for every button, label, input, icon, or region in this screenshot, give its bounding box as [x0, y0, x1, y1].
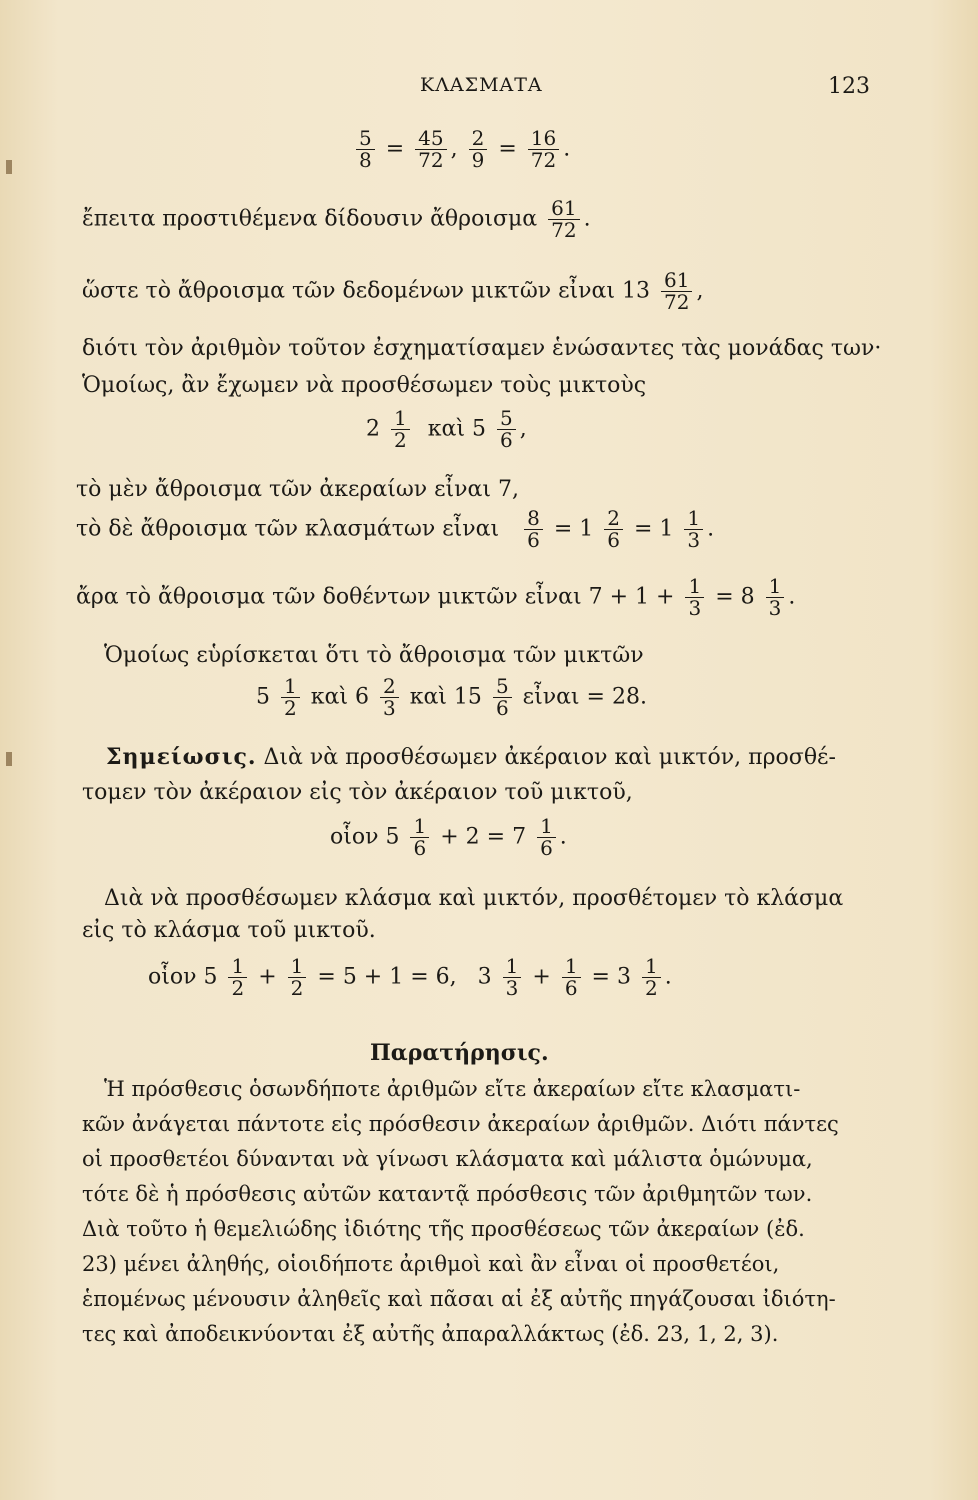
equation-line: $\frac{5}{8}$ = $\frac{45}{72}$ , $\frac{2}{9}$ = $\frac{16}{72}$ .	[352, 128, 570, 171]
equation-line: 2 $\frac{1}{2}$ καὶ 5 $\frac{5}{6}$ ,	[366, 406, 527, 452]
text-line: Διὰ νὰ προσθέσωμεν κλάσμα καὶ μικτόν, προσθέτομεν τὸ κλάσμα	[104, 886, 844, 911]
fraction: $\frac{1}{2}$	[288, 956, 307, 999]
fraction: $\frac{5}{6}$	[493, 676, 512, 719]
equation-line: 5 $\frac{1}{2}$ καὶ 6 $\frac{2}{3}$ καὶ 15 $\frac{5}{6}$ εἶναι = 28.	[256, 674, 647, 720]
fraction: $\frac{1}{6}$	[537, 816, 556, 859]
paragraph-line: τότε δὲ ἡ πρόσθεσις αὐτῶν καταντᾷ πρόσθεσις τῶν ἀριθμητῶν των.	[82, 1182, 813, 1206]
fraction: $\frac{2}{3}$	[380, 676, 399, 719]
text-line: τομεν τὸν ἀκέραιον εἰς τὸν ἀκέραιον τοῦ μικτοῦ,	[82, 780, 633, 805]
running-head: ΚΛΑΣΜΑΤΑ	[420, 74, 543, 96]
paragraph-line: τες καὶ ἀποδεικνύονται ἐξ αὐτῆς ἀπαραλλάκτως (ἐδ. 23, 1, 2, 3).	[82, 1322, 779, 1346]
paragraph-line: κῶν ἀνάγεται πάντοτε εἰς πρόσθεσιν ἀκεραίων ἀριθμῶν. Διότι πάντες	[82, 1112, 839, 1136]
fraction: $\frac{8}{6}$	[524, 508, 543, 551]
margin-mark	[6, 160, 12, 174]
text-line: ὥστε τὸ ἄθροισμα τῶν δεδομένων μικτῶν εἶναι 13 $\frac{61}{72}$ ,	[82, 268, 704, 314]
text-line: Ὁμοίως εὑρίσκεται ὅτι τὸ ἄθροισμα τῶν μικτῶν	[104, 643, 644, 668]
section-heading: Παρατήρησις.	[370, 1040, 549, 1066]
fraction: $\frac{1}{2}$	[642, 956, 661, 999]
text-line: ἔπειτα προστιθέμενα δίδουσιν ἄθροισμα $\frac{61}{72}$ .	[82, 196, 591, 242]
text-line: Ὁμοίως, ἂν ἔχωμεν νὰ προσθέσωμεν τοὺς μικτοὺς	[82, 373, 647, 398]
equation-line: τὸ δὲ ἄθροισμα τῶν κλασμάτων εἶναι $\frac{8}{6}$ = 1 $\frac{2}{6}$ = 1 $\frac{1}{3}$ .	[76, 506, 715, 552]
equation-line: ἄρα τὸ ἄθροισμα τῶν δοθέντων μικτῶν εἶναι 7 + 1 + $\frac{1}{3}$ = 8 $\frac{1}{3}$ .	[76, 574, 796, 620]
paragraph-line: ἑπομένως μένουσιν ἀληθεῖς καὶ πᾶσαι αἱ ἐξ αὐτῆς πηγάζουσαι ἰδιότη-	[82, 1287, 836, 1311]
page-number: 123	[828, 74, 870, 99]
fraction: $\frac{5}{6}$	[497, 408, 516, 451]
fraction: $\frac{1}{2}$	[391, 408, 410, 451]
fraction: $\frac{45}{72}$	[415, 128, 446, 171]
fraction: $\frac{1}{6}$	[410, 816, 429, 859]
text-line: διότι τὸν ἀριθμὸν τοῦτον ἐσχηματίσαμεν ἑνώσαντες τὰς μονάδας των·	[82, 336, 882, 361]
fraction: $\frac{61}{72}$	[661, 270, 692, 313]
equation-line: οἷον 5 $\frac{1}{2}$ + $\frac{1}{2}$ = 5 + 1 = 6, 3 $\frac{1}{3}$ + $\frac{1}{6}$ = 3 $\frac{1}{2}$ .	[148, 954, 672, 1000]
text-line: τὸ μὲν ἄθροισμα τῶν ἀκεραίων εἶναι 7,	[76, 477, 520, 502]
remarks-paragraph	[82, 1072, 852, 1352]
note-line: Σημείωσις. Διὰ νὰ προσθέσωμεν ἀκέραιον καὶ μικτόν, προσθέ-	[106, 744, 836, 770]
paragraph-line: οἱ προσθετέοι δύνανται νὰ γίνωσι κλάσματα καὶ μάλιστα ὁμώνυμα,	[82, 1147, 813, 1171]
fraction: $\frac{1}{3}$	[503, 956, 522, 999]
page-header	[0, 72, 978, 102]
fraction: $\frac{1}{6}$	[562, 956, 581, 999]
paragraph-line: 23) μένει ἀληθής, οἱοιδήποτε ἀριθμοὶ καὶ ἂν εἶναι οἱ προσθετέοι,	[82, 1252, 780, 1276]
fraction: $\frac{5}{8}$	[356, 128, 375, 171]
fraction: $\frac{16}{72}$	[528, 128, 559, 171]
fraction: $\frac{1}{3}$	[766, 576, 785, 619]
paragraph-line: Ἡ πρόσθεσις ὁσωνδήποτε ἀριθμῶν εἴτε ἀκεραίων εἴτε κλασματι-	[104, 1077, 801, 1101]
fraction: $\frac{1}{3}$	[685, 576, 704, 619]
fraction: $\frac{1}{2}$	[228, 956, 247, 999]
fraction: $\frac{2}{9}$	[469, 128, 488, 171]
fraction: $\frac{61}{72}$	[548, 198, 579, 241]
margin-mark	[6, 752, 12, 766]
fraction: $\frac{1}{2}$	[281, 676, 300, 719]
note-label: Σημείωσις.	[106, 744, 257, 770]
fraction: $\frac{1}{3}$	[684, 508, 703, 551]
paragraph-line: Διὰ τοῦτο ἡ θεμελιώδης ἰδιότης τῆς προσθέσεως τῶν ἀκεραίων (ἐδ.	[82, 1217, 805, 1241]
equation-line: οἷον 5 $\frac{1}{6}$ + 2 = 7 $\frac{1}{6}$ .	[330, 814, 567, 860]
text-line: εἰς τὸ κλάσμα τοῦ μικτοῦ.	[82, 918, 376, 943]
fraction: $\frac{2}{6}$	[604, 508, 623, 551]
